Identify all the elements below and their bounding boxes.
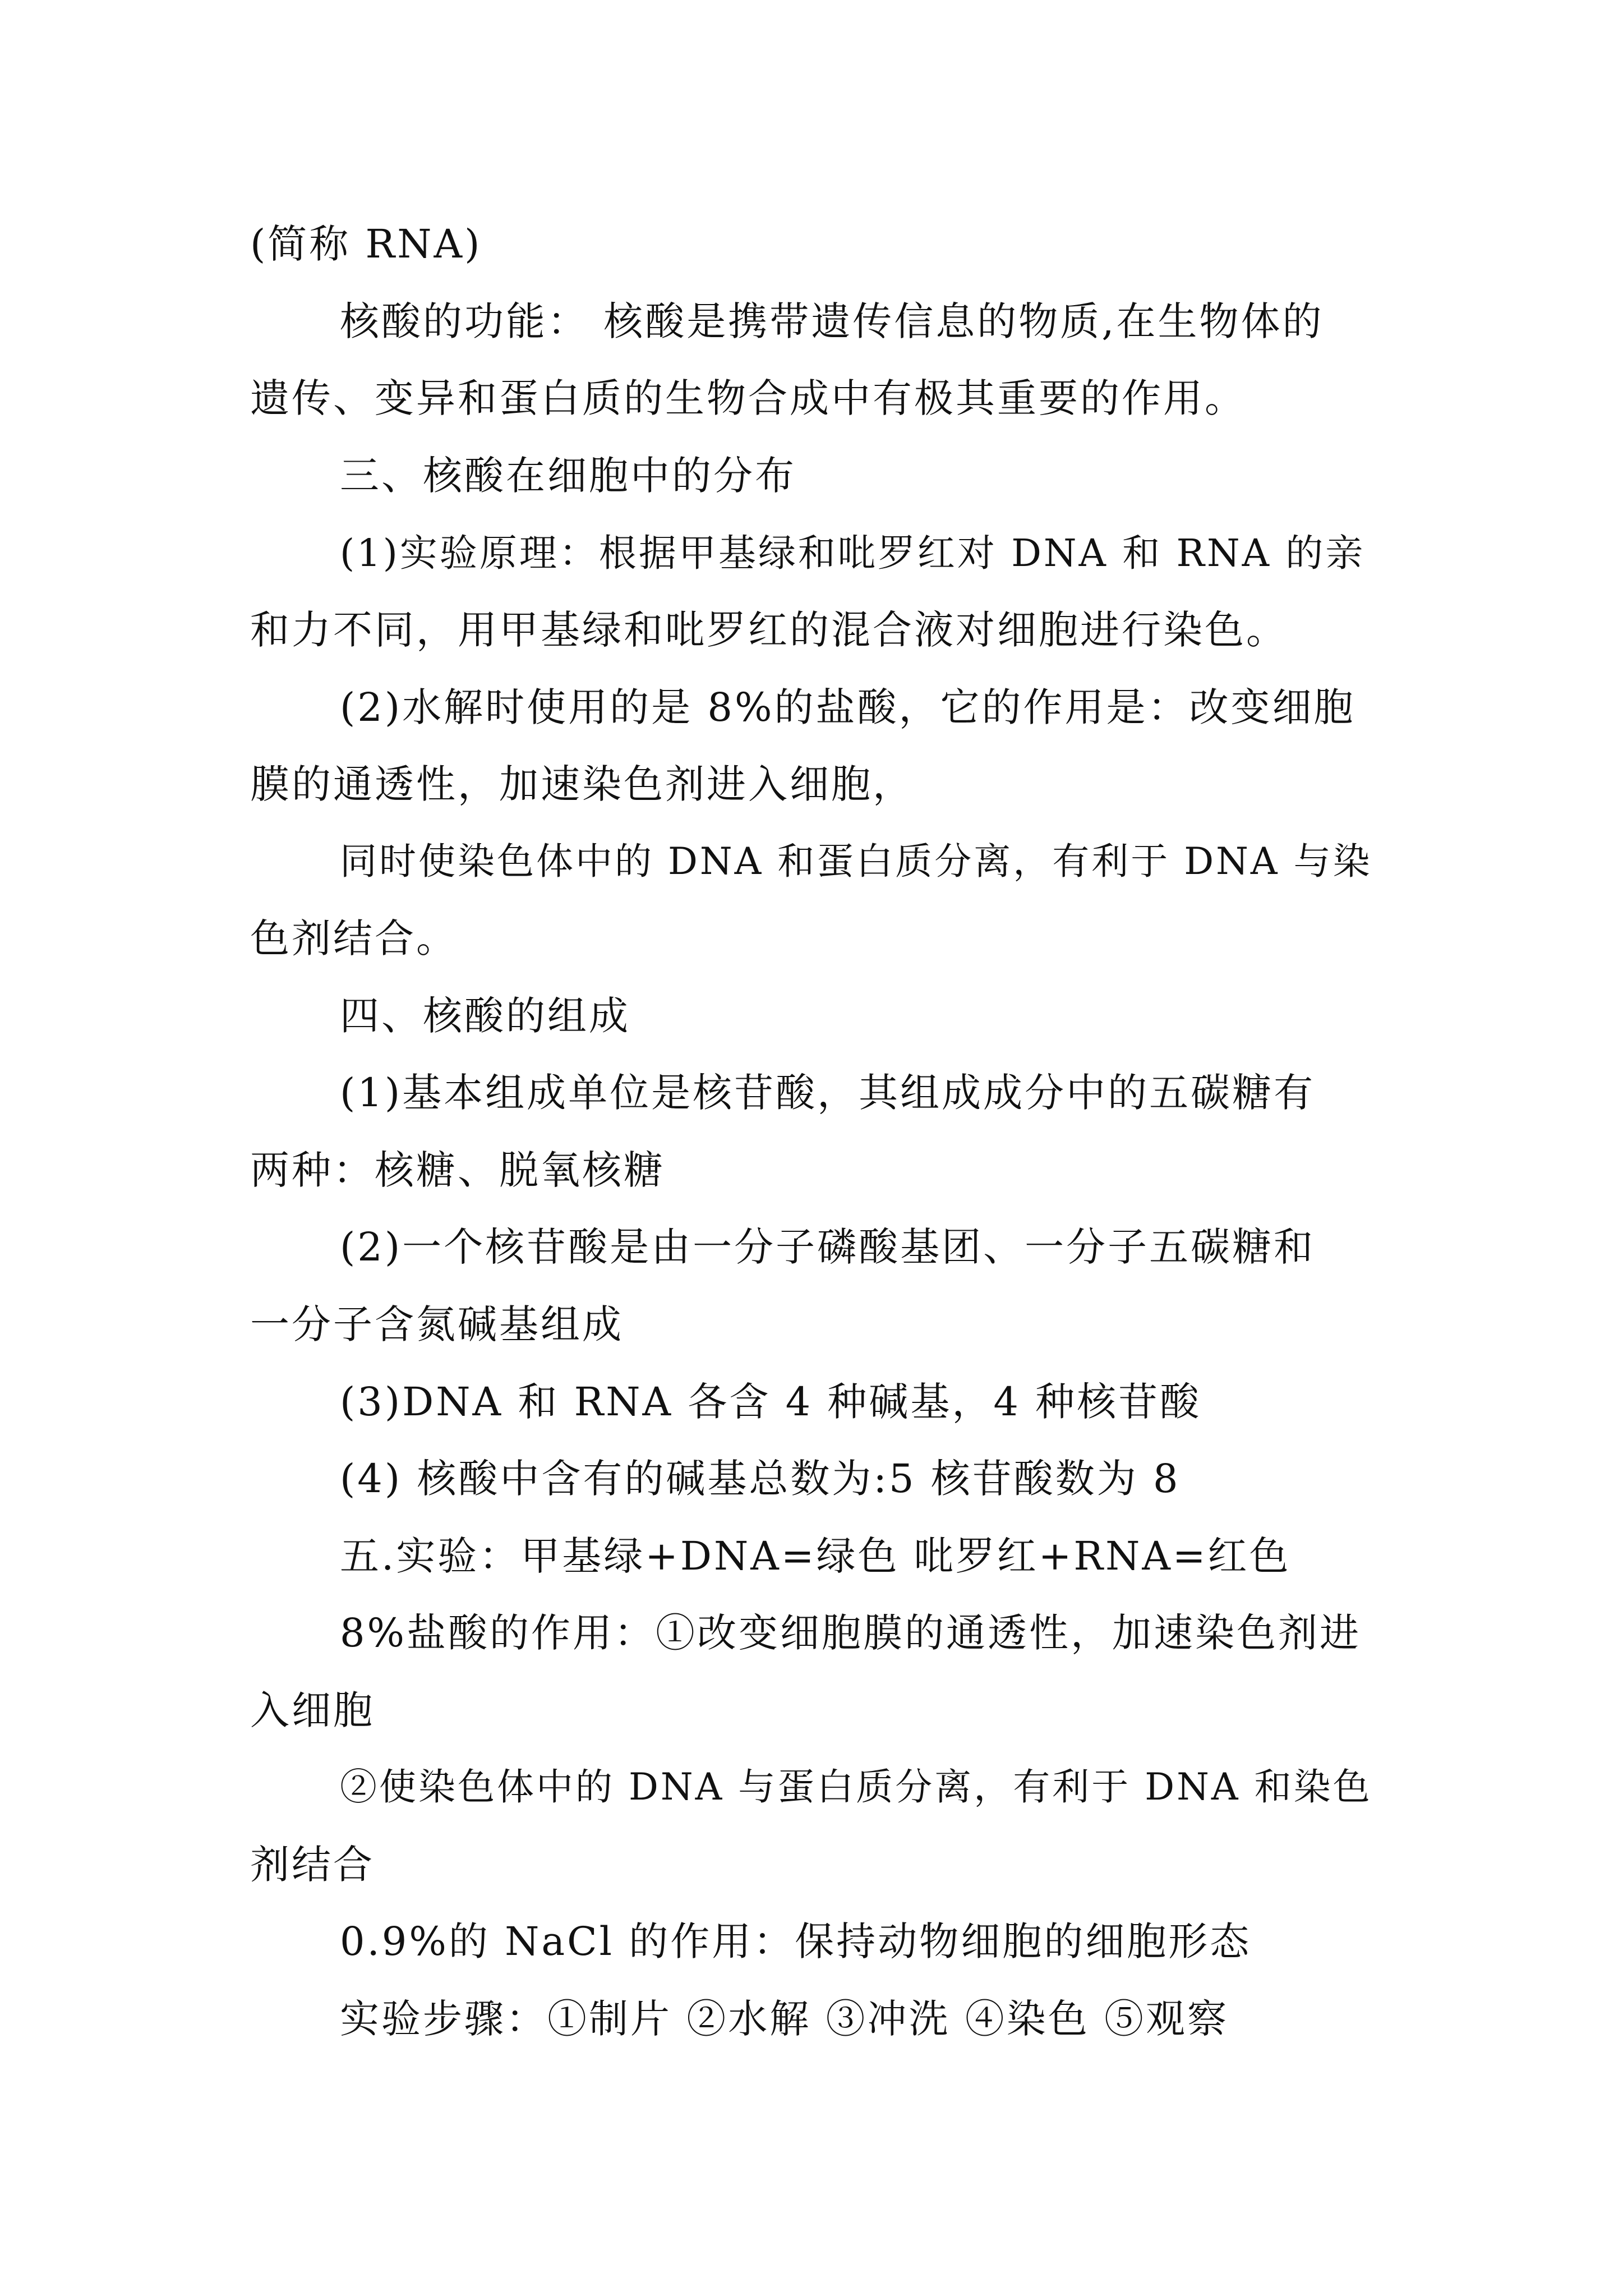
text-line-12: (1)基本组成单位是核苷酸，其组成成分中的五碳糖有 xyxy=(340,1070,1316,1116)
text-line-6: 和力不同，用甲基绿和吡罗红的混合液对细胞进行染色。 xyxy=(250,607,1288,653)
text-line-7: (2)水解时使用的是 8%的盐酸，它的作用是：改变细胞 xyxy=(340,684,1355,730)
text-line-8: 膜的通透性，加速染色剂进入细胞， xyxy=(250,761,914,807)
text-line-22: 剂结合 xyxy=(250,1842,375,1888)
text-line-18: 五.实验：甲基绿+DNA=绿色 吡罗红+RNA=红色 xyxy=(340,1533,1291,1579)
text-line-19: 8%盐酸的作用：①改变细胞膜的通透性，加速染色剂进 xyxy=(340,1610,1362,1656)
text-line-24: 实验步骤：①制片 ②水解 ③冲洗 ④染色 ⑤观察 xyxy=(340,1996,1229,2042)
text-line-23: 0.9%的 NaCl 的作用：保持动物细胞的细胞形态 xyxy=(340,1918,1252,1964)
text-line-2: 核酸的功能： 核酸是携带遗传信息的物质,在生物体的 xyxy=(340,298,1324,344)
text-line-9: 同时使染色体中的 DNA 和蛋白质分离，有利于 DNA 与染 xyxy=(340,840,1372,883)
text-line-5: (1)实验原理：根据甲基绿和吡罗红对 DNA 和 RNA 的亲 xyxy=(340,531,1366,575)
text-line-21: ②使染色体中的 DNA 与蛋白质分离，有利于 DNA 和染色 xyxy=(340,1765,1372,1809)
text-line-20: 入细胞 xyxy=(250,1687,375,1733)
text-line-4: 三、核酸在细胞中的分布 xyxy=(340,453,796,499)
text-line-13: 两种：核糖、脱氧核糖 xyxy=(250,1147,665,1193)
text-line-14: (2)一个核苷酸是由一分子磷酸基团、一分子五碳糖和 xyxy=(340,1224,1316,1270)
text-line-16: (3)DNA 和 RNA 各含 4 种碱基，4 种核苷酸 xyxy=(340,1379,1202,1425)
text-line-10: 色剂结合。 xyxy=(250,915,458,961)
text-line-3: 遗传、变异和蛋白质的生物合成中有极其重要的作用。 xyxy=(250,375,1246,421)
text-line-11: 四、核酸的组成 xyxy=(340,993,630,1039)
text-line-1: (简称 RNA) xyxy=(250,221,482,267)
text-line-15: 一分子含氮碱基组成 xyxy=(250,1301,624,1347)
text-line-17: (4) 核酸中含有的碱基总数为:5 核苷酸数为 8 xyxy=(340,1456,1181,1502)
